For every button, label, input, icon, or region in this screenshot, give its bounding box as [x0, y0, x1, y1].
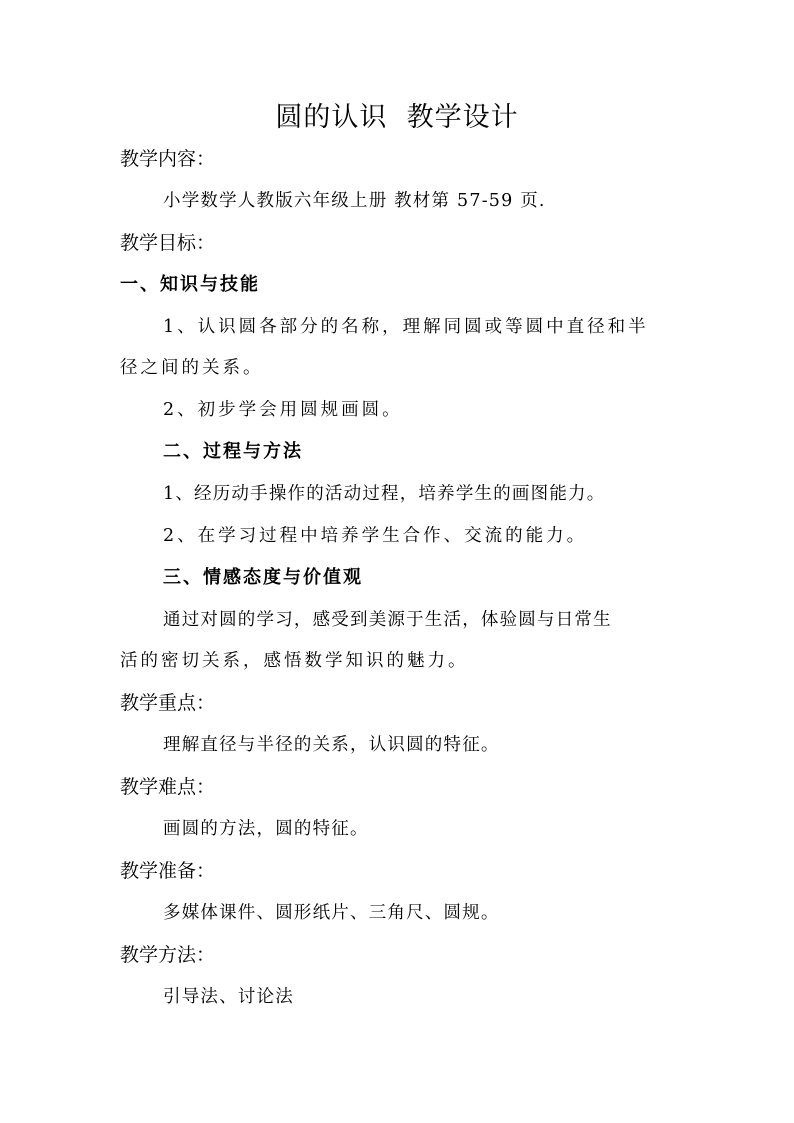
method-heading: 教学方法：	[120, 944, 216, 966]
objective-2-item-1: 1、经历动手操作的活动过程，培养学生的画图能力。	[163, 484, 606, 504]
preparation-text: 多媒体课件、圆形纸片、三角尺、圆规。	[163, 903, 500, 923]
preparation-heading: 教学准备：	[120, 860, 216, 882]
objective-3-text-line-2: 活的密切关系，感悟数学知识的魅力。	[120, 651, 469, 671]
objective-3-text-line-1: 通过对圆的学习，感受到美源于生活，体验圆与日常生	[163, 610, 612, 630]
objective-1-heading: 一、知识与技能	[120, 274, 260, 295]
difficulty-heading: 教学难点：	[120, 776, 216, 798]
objective-2-item-2: 2、在学习过程中培养学生合作、交流的能力。	[163, 526, 588, 546]
objective-3-heading: 三、情感态度与价值观	[163, 567, 363, 588]
objective-1-item-2: 2、初步学会用圆规画圆。	[163, 400, 403, 420]
document-title: 圆的认识 教学设计	[275, 102, 519, 133]
content-text: 小学数学人教版六年级上册 教材第 57-59 页.	[163, 191, 546, 211]
content-heading: 教学内容：	[120, 148, 216, 170]
method-text: 引导法、讨论法	[163, 987, 294, 1007]
key-points-text: 理解直径与半径的关系，认识圆的特征。	[163, 735, 500, 755]
objective-1-item-1-line-2: 径之间的关系。	[120, 358, 264, 378]
objective-1-item-1-line-1: 1、认识圆各部分的名称，理解同圆或等圆中直径和半	[163, 317, 649, 337]
key-points-heading: 教学重点：	[120, 692, 216, 714]
difficulty-text: 画圆的方法，圆的特征。	[163, 819, 369, 839]
objectives-heading: 教学目标：	[120, 232, 216, 254]
objective-2-heading: 二、过程与方法	[163, 441, 303, 462]
